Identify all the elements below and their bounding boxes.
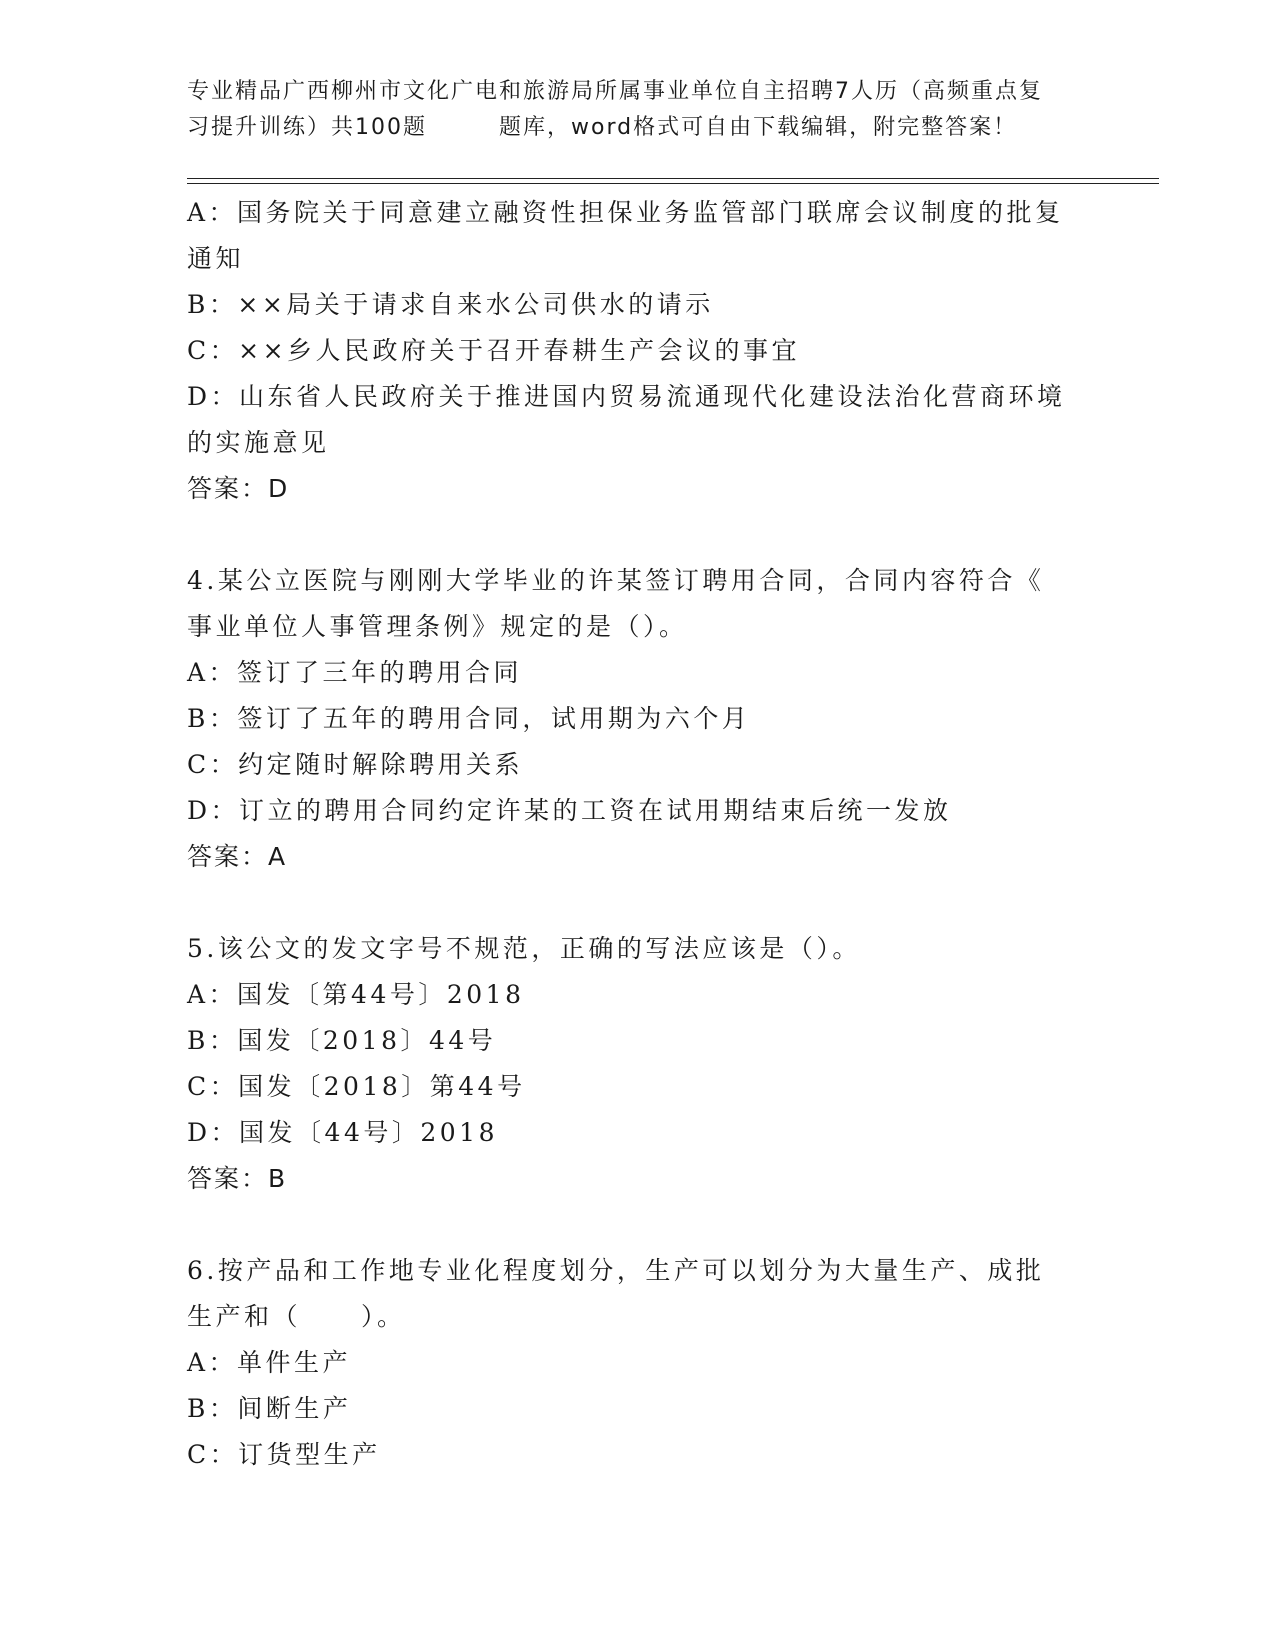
document-header [187, 74, 1087, 146]
q5-option-a: A：国发〔第44号〕2018 [187, 980, 525, 1009]
question-6 [187, 1248, 1087, 1478]
question-4 [187, 558, 1087, 880]
q3-option-a-line-2: 通知 [187, 244, 245, 273]
q3-answer: 答案：D [187, 474, 290, 503]
q4-option-d: D：订立的聘用合同约定许某的工资在试用期结束后统一发放 [187, 796, 952, 825]
q3-option-b: B：××局关于请求自来水公司供水的请示 [187, 290, 714, 319]
q3-option-d-line-2: 的实施意见 [187, 428, 330, 457]
header-title-part-1: 习提升训练）共100题 [187, 115, 427, 140]
q5-option-c: C：国发〔2018〕第44号 [187, 1072, 526, 1101]
q3-option-c: C：××乡人民政府关于召开春耕生产会议的事宜 [187, 336, 801, 365]
q4-stem-line-1: 4.某公立医院与刚刚大学毕业的许某签订聘用合同，合同内容符合《 [187, 566, 1045, 595]
q5-option-d: D：国发〔44号〕2018 [187, 1118, 498, 1147]
q4-answer: 答案：A [187, 842, 288, 871]
q5-answer: 答案：B [187, 1164, 288, 1193]
header-rule-bottom [187, 183, 1159, 184]
q4-option-b: B：签订了五年的聘用合同，试用期为六个月 [187, 704, 751, 733]
q6-stem-line-1: 6.按产品和工作地专业化程度划分，生产可以划分为大量生产、成批 [187, 1256, 1045, 1285]
q6-option-a: A：单件生产 [187, 1348, 352, 1377]
q6-option-b: B：间断生产 [187, 1394, 352, 1423]
header-title-line-2 [187, 110, 1087, 146]
question-3 [187, 190, 1087, 512]
q5-option-b: B：国发〔2018〕44号 [187, 1026, 497, 1055]
header-title-part-2: 题库，word格式可自由下载编辑，附完整答案！ [499, 115, 1018, 140]
q4-option-a: A：签订了三年的聘用合同 [187, 658, 523, 687]
q6-stem-part-2: ）。 [361, 1302, 406, 1331]
q6-stem-line-2 [187, 1294, 1087, 1340]
q3-option-d-line-1: D：山东省人民政府关于推进国内贸易流通现代化建设法治化营商环境 [187, 382, 1066, 411]
q6-option-c: C：订货型生产 [187, 1440, 381, 1469]
header-title-line-1: 专业精品广西柳州市文化广电和旅游局所属事业单位自主招聘7人历（高频重点复 [187, 79, 1043, 104]
q5-stem: 5.该公文的发文字号不规范，正确的写法应该是（）。 [187, 934, 861, 963]
q4-option-c: C：约定随时解除聘用关系 [187, 750, 524, 779]
question-content [187, 190, 1087, 1478]
header-rule-top [187, 178, 1159, 179]
question-5 [187, 926, 1087, 1202]
q3-option-a-line-1: A：国务院关于同意建立融资性担保业务监管部门联席会议制度的批复 [187, 198, 1064, 227]
q6-stem-part-1: 生产和（ [187, 1302, 302, 1331]
q4-stem-line-2: 事业单位人事管理条例》规定的是（）。 [187, 612, 688, 641]
